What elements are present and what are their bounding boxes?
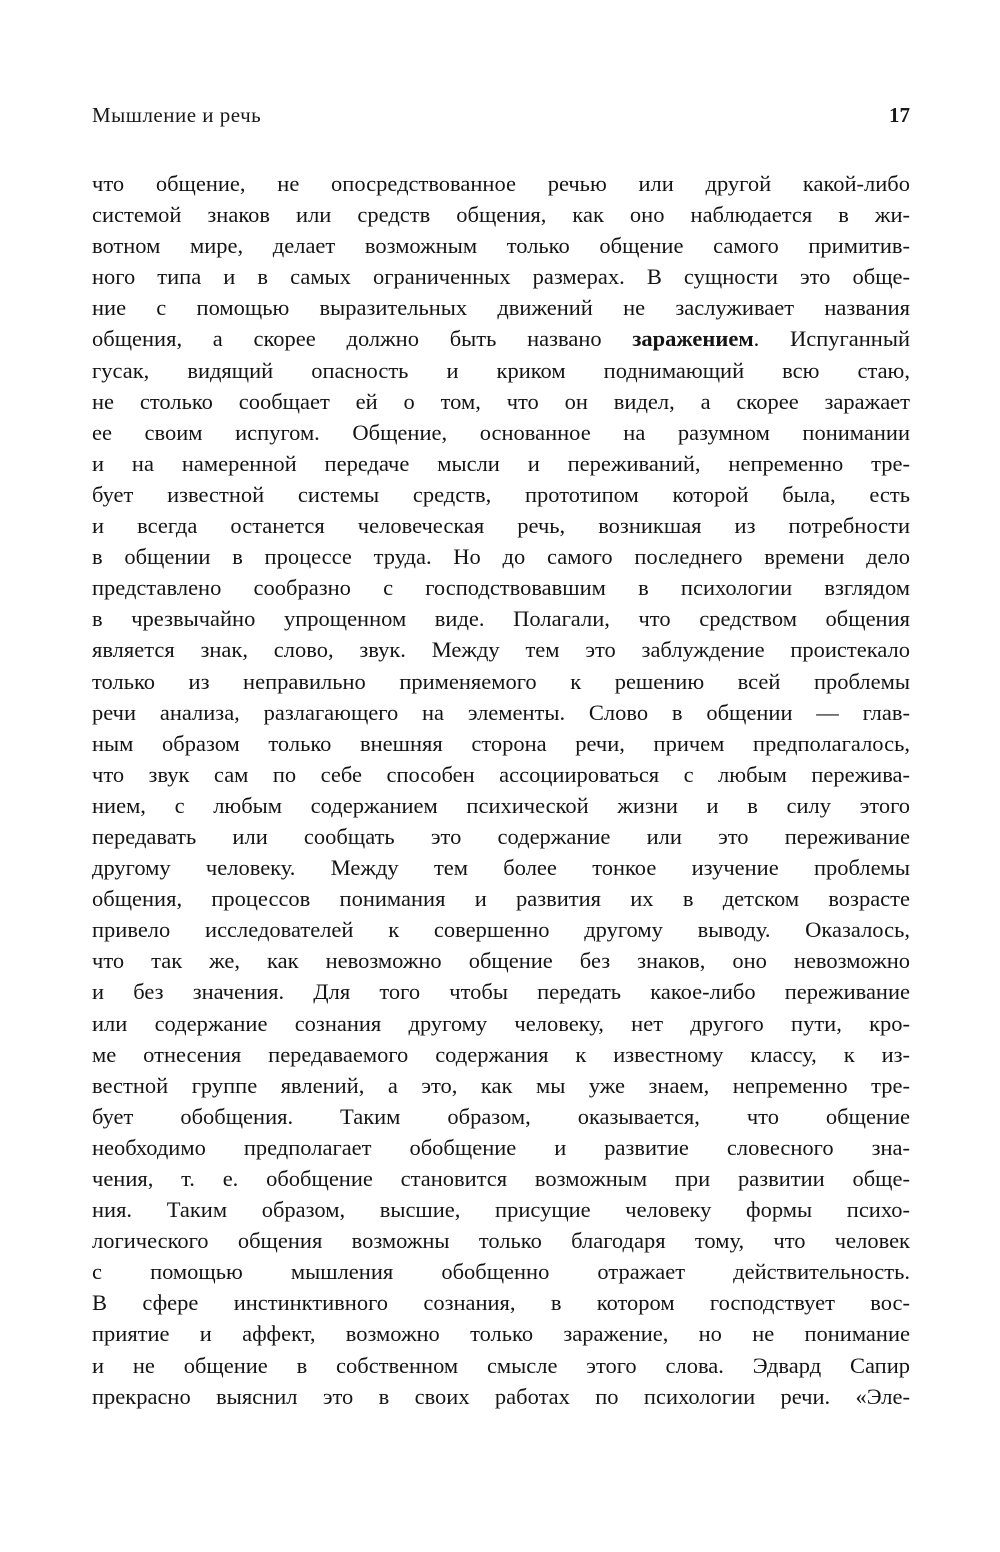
text-line: прекрасно выяснил это в своих работах по психологии речи. «Эле- [92,1383,910,1409]
page-number: 17 [889,103,910,127]
text-line: с помощью мышления обобщенно отражает действительность. [92,1259,910,1285]
text-line: ным образом только внешняя сторона речи, причем предполагалось, [92,730,910,756]
emphasized-term: заражением [632,326,754,352]
text-line: гусак, видящий опасность и криком поднимающий всю стаю, [92,357,910,383]
text-line: или содержание сознания другому человеку, нет другого пути, кро- [92,1010,910,1036]
text-line: бует обобщения. Таким образом, оказывается, что общение [92,1103,910,1129]
running-title: Мышление и речь [92,103,262,127]
text-line: не столько сообщает ей о том, что он видел, а скорее заражает [92,388,910,414]
text-line: логического общения возможны только благодаря тому, что человек [92,1228,910,1254]
text-line: ного типа и в самых ограниченных размерах. В сущности это обще- [92,264,910,290]
text-line: ее своим испугом. Общение, основанное на разумном понимании [92,419,910,445]
text-line: нием, с любым содержанием психической жизни и в силу этого [92,792,910,818]
text-line: вестной группе явлений, а это, как мы уже знаем, непременно тре- [92,1072,910,1098]
text-line: необходимо предполагает обобщение и развитие словесного зна- [92,1134,910,1160]
text-line: в общении в процессе труда. Но до самого последнего времени дело [92,544,910,570]
text-line: и всегда останется человеческая речь, возникшая из потребности [92,513,910,539]
text-line: и без значения. Для того чтобы передать какое-либо переживание [92,979,910,1005]
body-text [92,168,910,1412]
text-line: общения, процессов понимания и развития их в детском возрасте [92,886,910,912]
text-line: только из неправильно применяемого к решению всей проблемы [92,668,910,694]
text-line: что звук сам по себе способен ассоциироваться с любым пережива- [92,761,910,787]
text-line: представлено сообразно с господствовавшим в психологии взглядом [92,575,910,601]
text-line: приятие и аффект, возможно только заражение, но не понимание [92,1321,910,1347]
text-line: ние с помощью выразительных движений не заслуживает названия [92,295,910,321]
text-line: общения, а скорее должно быть названо заражением. Испуганный [92,326,910,352]
text-line: другому человеку. Между тем более тонкое изучение проблемы [92,855,910,881]
text-line: что общение, не опосредствованное речью или другой какой-либо [92,171,910,196]
text-line: вотном мире, делает возможным только общение самого примитив- [92,233,910,259]
text-line: бует известной системы средств, прототипом которой была, есть [92,481,910,507]
text-line: и не общение в собственном смысле этого слова. Эдвард Сапир [92,1352,910,1378]
text-line: в чрезвычайно упрощенном виде. Полагали, что средством общения [92,606,910,632]
text-line: системой знаков или средств общения, как оно наблюдается в жи- [92,202,910,228]
text-line: и на намеренной передаче мысли и переживаний, непременно тре- [92,450,910,476]
page-header [92,103,910,128]
text-line: привело исследователей к совершенно другому выводу. Оказалось, [92,917,910,943]
text-line: является знак, слово, звук. Между тем это заблуждение проистекало [92,637,910,663]
text-line: что так же, как невозможно общение без знаков, оно невозможно [92,948,910,974]
text-line: передавать или сообщать это содержание или это переживание [92,823,910,849]
text-line: чения, т. е. обобщение становится возможным при развитии обще- [92,1166,910,1191]
text-line: ме отнесения передаваемого содержания к известному классу, к из- [92,1041,910,1067]
text-line: ния. Таким образом, высшие, присущие человеку формы психо- [92,1197,910,1223]
text-line: речи анализа, разлагающего на элементы. Слово в общении — глав- [92,699,910,725]
text-line: В сфере инстинктивного сознания, в котором господствует вос- [92,1290,910,1316]
